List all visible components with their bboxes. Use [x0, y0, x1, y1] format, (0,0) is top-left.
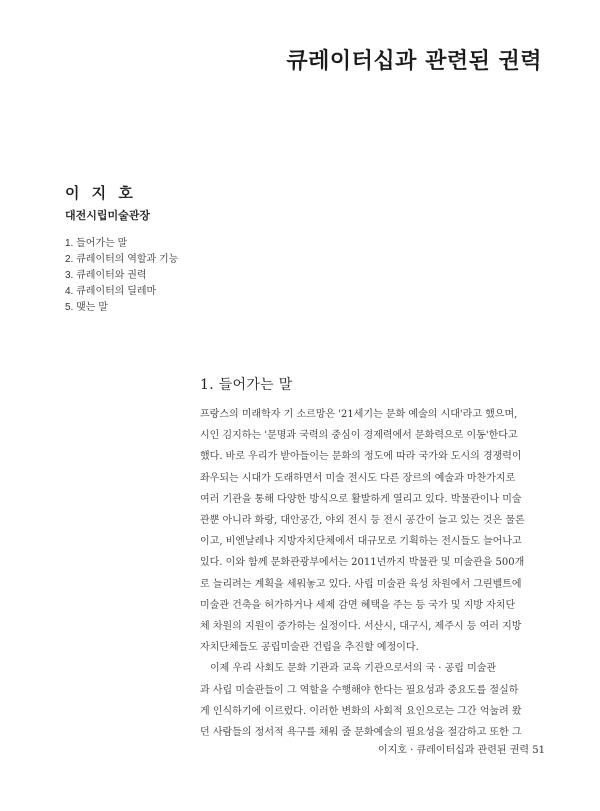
body-line: 체 차원의 지원이 증가하는 실정이다. 서산시, 대구시, 제주시 등 여러 지방: [200, 621, 522, 633]
author-block: [65, 182, 285, 223]
author-name: 이 지 호: [65, 185, 137, 202]
table-of-contents: [65, 236, 265, 316]
body-line: 게 인식하기에 이르렀다. 이러한 변화의 사회적 요인으로는 그간 억눌려 왔: [200, 705, 522, 717]
toc-item: 5. 맺는 말: [65, 302, 108, 313]
page-footer: 이지호 · 큐레이터십과 관련된 권력 51: [377, 745, 545, 756]
toc-item: 2. 큐레이터의 역할과 기능: [65, 254, 179, 265]
page-title: 큐레이터십과 관련된 권력: [286, 48, 542, 74]
body-line: 관뿐 아니라 화랑, 대안공간, 야외 전시 등 전시 공간이 늘고 있는 것은 물론: [200, 515, 525, 527]
body-line: 로 늘리려는 계획을 세워놓고 있다. 사립 미술관 육성 차원에서 그린벨트에: [200, 578, 522, 590]
toc-item: 4. 큐레이터의 딜레마: [65, 286, 157, 297]
body-line: 자치단체들도 공립미술관 건립을 추진할 예정이다.: [200, 642, 419, 654]
body-line: 좌우되는 시대가 도래하면서 미술 전시도 다른 장르의 예술과 마찬가지로: [200, 472, 516, 484]
body-line: 과 사립 미술관들이 그 역할을 수행해야 한다는 필요성과 중요도를 절실하: [200, 684, 519, 696]
body-line: 이고, 비엔날레나 지방자치단체에서 대규모로 기획하는 전시들도 늘어나고: [200, 536, 522, 548]
section-heading: 1. 들어가는 말: [200, 377, 293, 393]
section-body: [200, 404, 545, 743]
body-line: 프랑스의 미래학자 기 소르망은 '21세기는 문화 예술의 시대'라고 했으며,: [200, 409, 518, 420]
body-line: 했다. 바로 우리가 받아들이는 문화의 정도에 따라 국가와 도시의 경쟁력이: [200, 451, 522, 463]
toc-item: 1. 들어가는 말: [65, 238, 128, 249]
body-line: 던 사람들의 정서적 욕구를 채워 줄 문화예술의 필요성을 절감하고 또한 그: [200, 727, 522, 739]
body-line: 시인 김지하는 '문명과 국력의 중심이 경제력에서 문화력으로 이동'한다고: [200, 430, 518, 442]
body-line: 여러 기관을 통해 다양한 방식으로 활발하게 열리고 있다. 박물관이나 미술: [200, 493, 522, 505]
body-line: 있다. 이와 함께 문화관광부에서는 2011년까지 박물관 및 미술관을 500개: [200, 557, 525, 569]
toc-item: 3. 큐레이터와 권력: [65, 270, 147, 281]
body-line: 이제 우리 사회도 문화 기관과 교육 기관으로서의 국 · 공립 미술관: [210, 663, 497, 675]
body-line: 미술관 건축을 허가하거나 세제 감면 혜택을 주는 등 국가 및 지방 자치단: [200, 599, 516, 611]
author-affiliation: 대전시립미술관장: [65, 210, 151, 222]
